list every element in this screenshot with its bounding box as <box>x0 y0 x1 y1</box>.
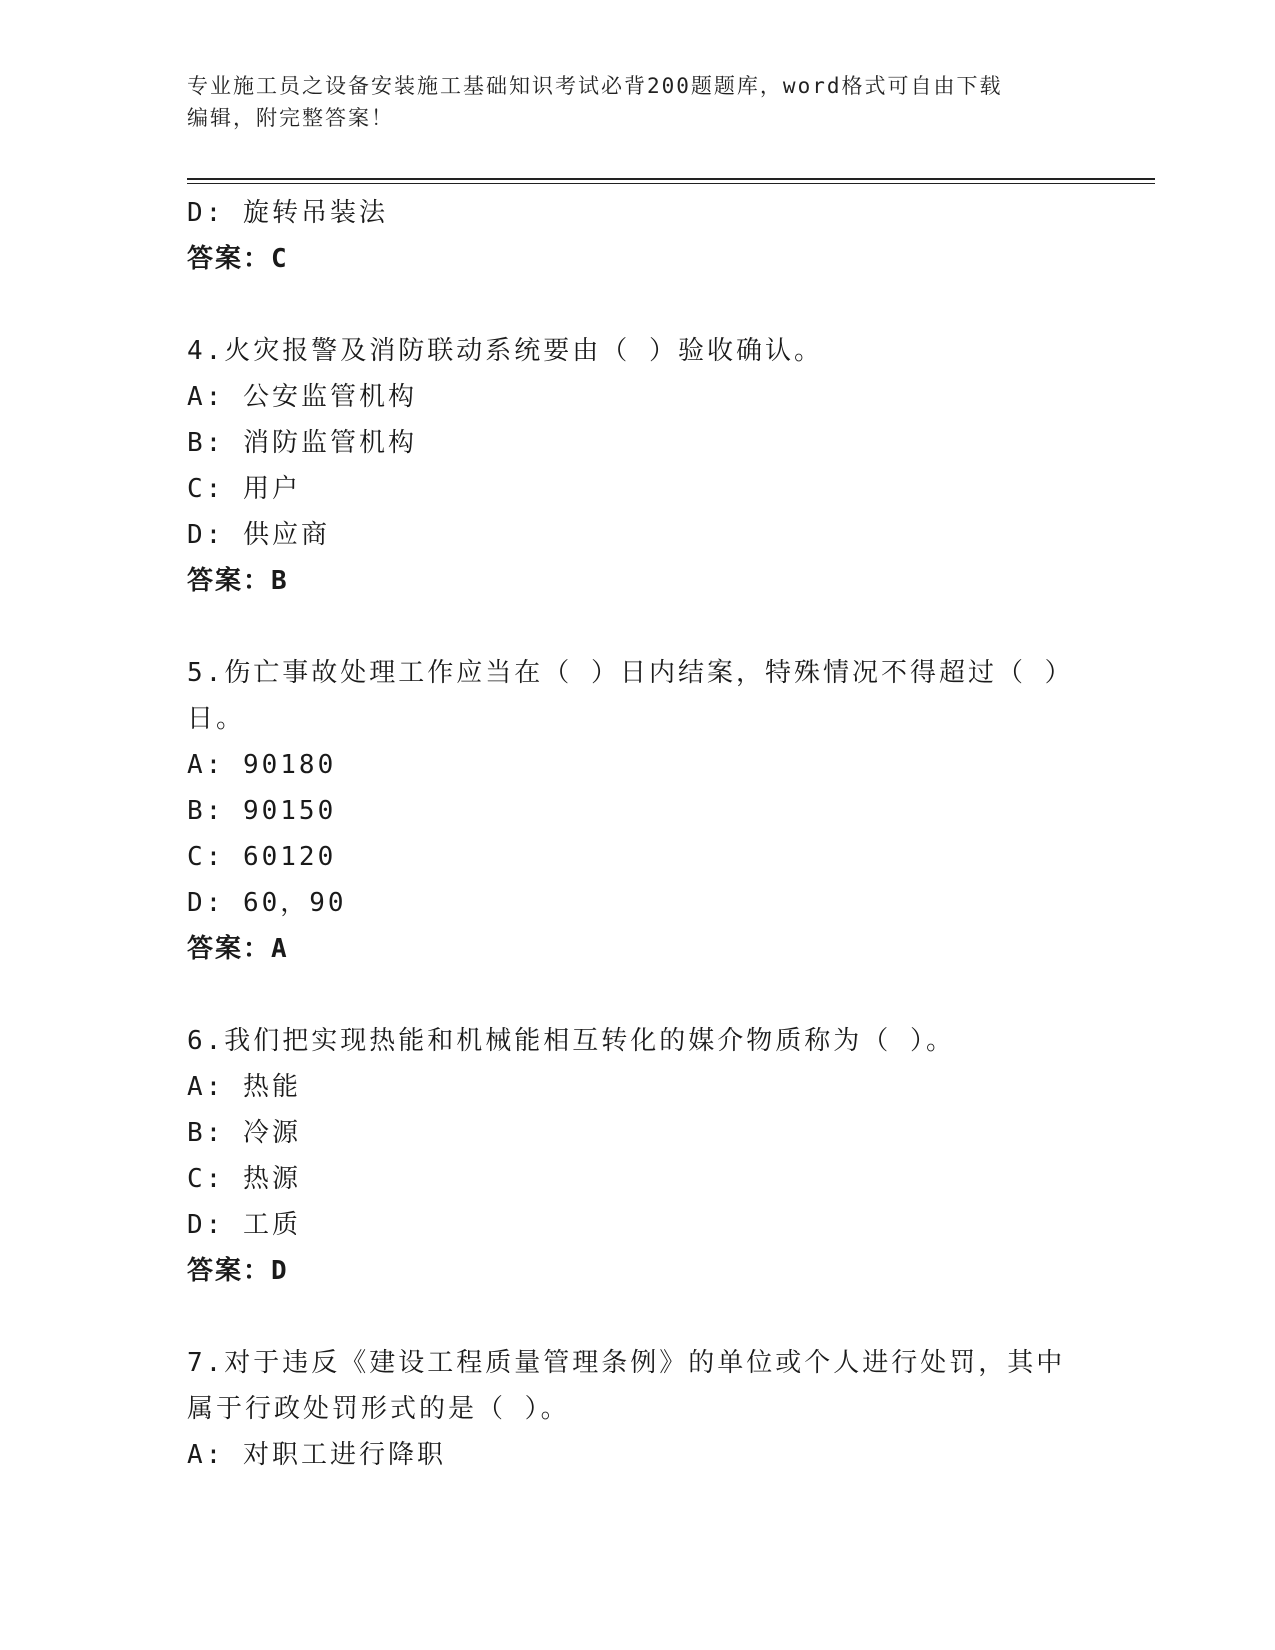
q3-answer: 答案：C <box>187 244 289 274</box>
question-stem-line-2: 属于行政处罚形式的是（ ）。 <box>187 1394 570 1424</box>
question-stem-line-1: 5.伤亡事故处理工作应当在（ ）日内结案，特殊情况不得超过（ ） <box>187 658 1074 688</box>
option-c: C: 热源 <box>187 1164 301 1194</box>
question-stem: 6.我们把实现热能和机械能相互转化的媒介物质称为（ ）。 <box>187 1026 955 1056</box>
question-4 <box>187 328 1087 604</box>
option-a: A: 公安监管机构 <box>187 382 417 412</box>
spacer <box>187 1294 1087 1340</box>
question-5 <box>187 650 1087 972</box>
answer: 答案：A <box>187 934 289 964</box>
q3-option-d: D: 旋转吊装法 <box>187 198 388 228</box>
option-b: B: 冷源 <box>187 1118 301 1148</box>
option-b: B: 90150 <box>187 796 337 826</box>
spacer <box>187 604 1087 650</box>
option-d: D: 60，90 <box>187 888 347 918</box>
option-c: C: 用户 <box>187 474 301 504</box>
header-divider <box>187 178 1155 184</box>
question-stem: 4.火灾报警及消防联动系统要由（ ）验收确认。 <box>187 336 823 366</box>
option-b: B: 消防监管机构 <box>187 428 417 458</box>
question-stem-line-1: 7.对于违反《建设工程质量管理条例》的单位或个人进行处罚，其中 <box>187 1348 1066 1378</box>
question-6 <box>187 1018 1087 1294</box>
page-header <box>187 70 1067 134</box>
answer: 答案：D <box>187 1256 289 1286</box>
header-title-line-2: 编辑，附完整答案！ <box>187 106 394 130</box>
question-list <box>187 190 1087 1478</box>
option-a: A: 热能 <box>187 1072 301 1102</box>
option-d: D: 供应商 <box>187 520 330 550</box>
spacer <box>187 972 1087 1018</box>
option-c: C: 60120 <box>187 842 337 872</box>
spacer <box>187 282 1087 328</box>
header-title-line-1: 专业施工员之设备安装施工基础知识考试必背200题题库，word格式可自由下载 <box>187 74 1003 98</box>
option-a: A: 对职工进行降职 <box>187 1440 446 1470</box>
question-7 <box>187 1340 1087 1478</box>
option-d: D: 工质 <box>187 1210 301 1240</box>
question-stem-line-2: 日。 <box>187 704 246 734</box>
answer: 答案：B <box>187 566 289 596</box>
option-a: A: 90180 <box>187 750 337 780</box>
